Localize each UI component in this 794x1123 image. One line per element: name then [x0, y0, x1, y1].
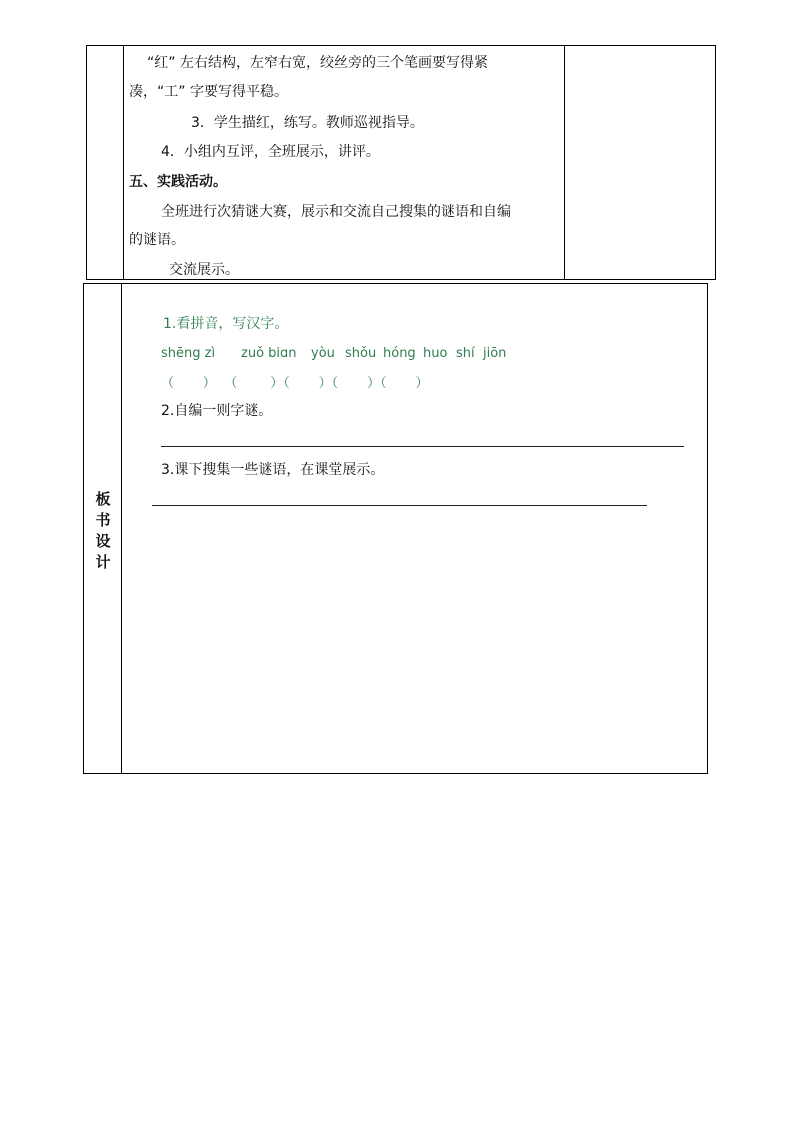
- pinyin-item: shǒu: [345, 346, 377, 361]
- answer-line: [152, 505, 647, 506]
- text-line: “红” 左右结构，左窄右宽，绞丝旁的三个笔画要写得紧: [147, 55, 488, 71]
- board-design-body: [121, 284, 707, 773]
- upper-right-cell: [565, 46, 715, 279]
- pinyin-item: shēng zì: [161, 346, 216, 361]
- section-heading: 五、实践活动。: [129, 174, 227, 190]
- board-design-label: 板 书 设 计: [95, 490, 111, 571]
- exercise-3-title: 3.课下搜集一些谜语，在课堂展示。: [161, 462, 385, 478]
- exercise-2-title: 2.自编一则字谜。: [161, 403, 273, 419]
- upper-content-cell: [123, 46, 565, 279]
- pinyin-item: huo: [423, 346, 448, 361]
- pinyin-item: hóng: [383, 346, 416, 361]
- answer-parentheses: （ ） （ ）（ ）（ ）（ ）: [161, 376, 429, 391]
- text-line: 交流展示。: [169, 262, 239, 278]
- pinyin-item: shí: [456, 346, 475, 361]
- upper-table: [86, 45, 716, 280]
- text-line: 全班进行次猜谜大赛，展示和交流自己搜集的谜语和自编: [161, 204, 511, 220]
- pinyin-item: yòu: [311, 346, 335, 361]
- text-line: 的谜语。: [129, 232, 185, 248]
- board-design-label-cell: [84, 284, 122, 773]
- answer-line: [161, 446, 684, 447]
- board-design-table: [83, 283, 708, 774]
- pinyin-item: zuǒ biɑn: [241, 346, 297, 361]
- upper-left-cell: [87, 46, 124, 279]
- step-3-line: 3．学生描红，练写。教师巡视指导。: [191, 115, 424, 131]
- pinyin-item: jiōn: [483, 346, 507, 361]
- text-line: 凑，“工” 字要写得平稳。: [129, 84, 288, 100]
- exercise-1-title: 1.看拼音，写汉字。: [163, 316, 289, 332]
- step-4-line: 4．小组内互评，全班展示，讲评。: [161, 144, 380, 160]
